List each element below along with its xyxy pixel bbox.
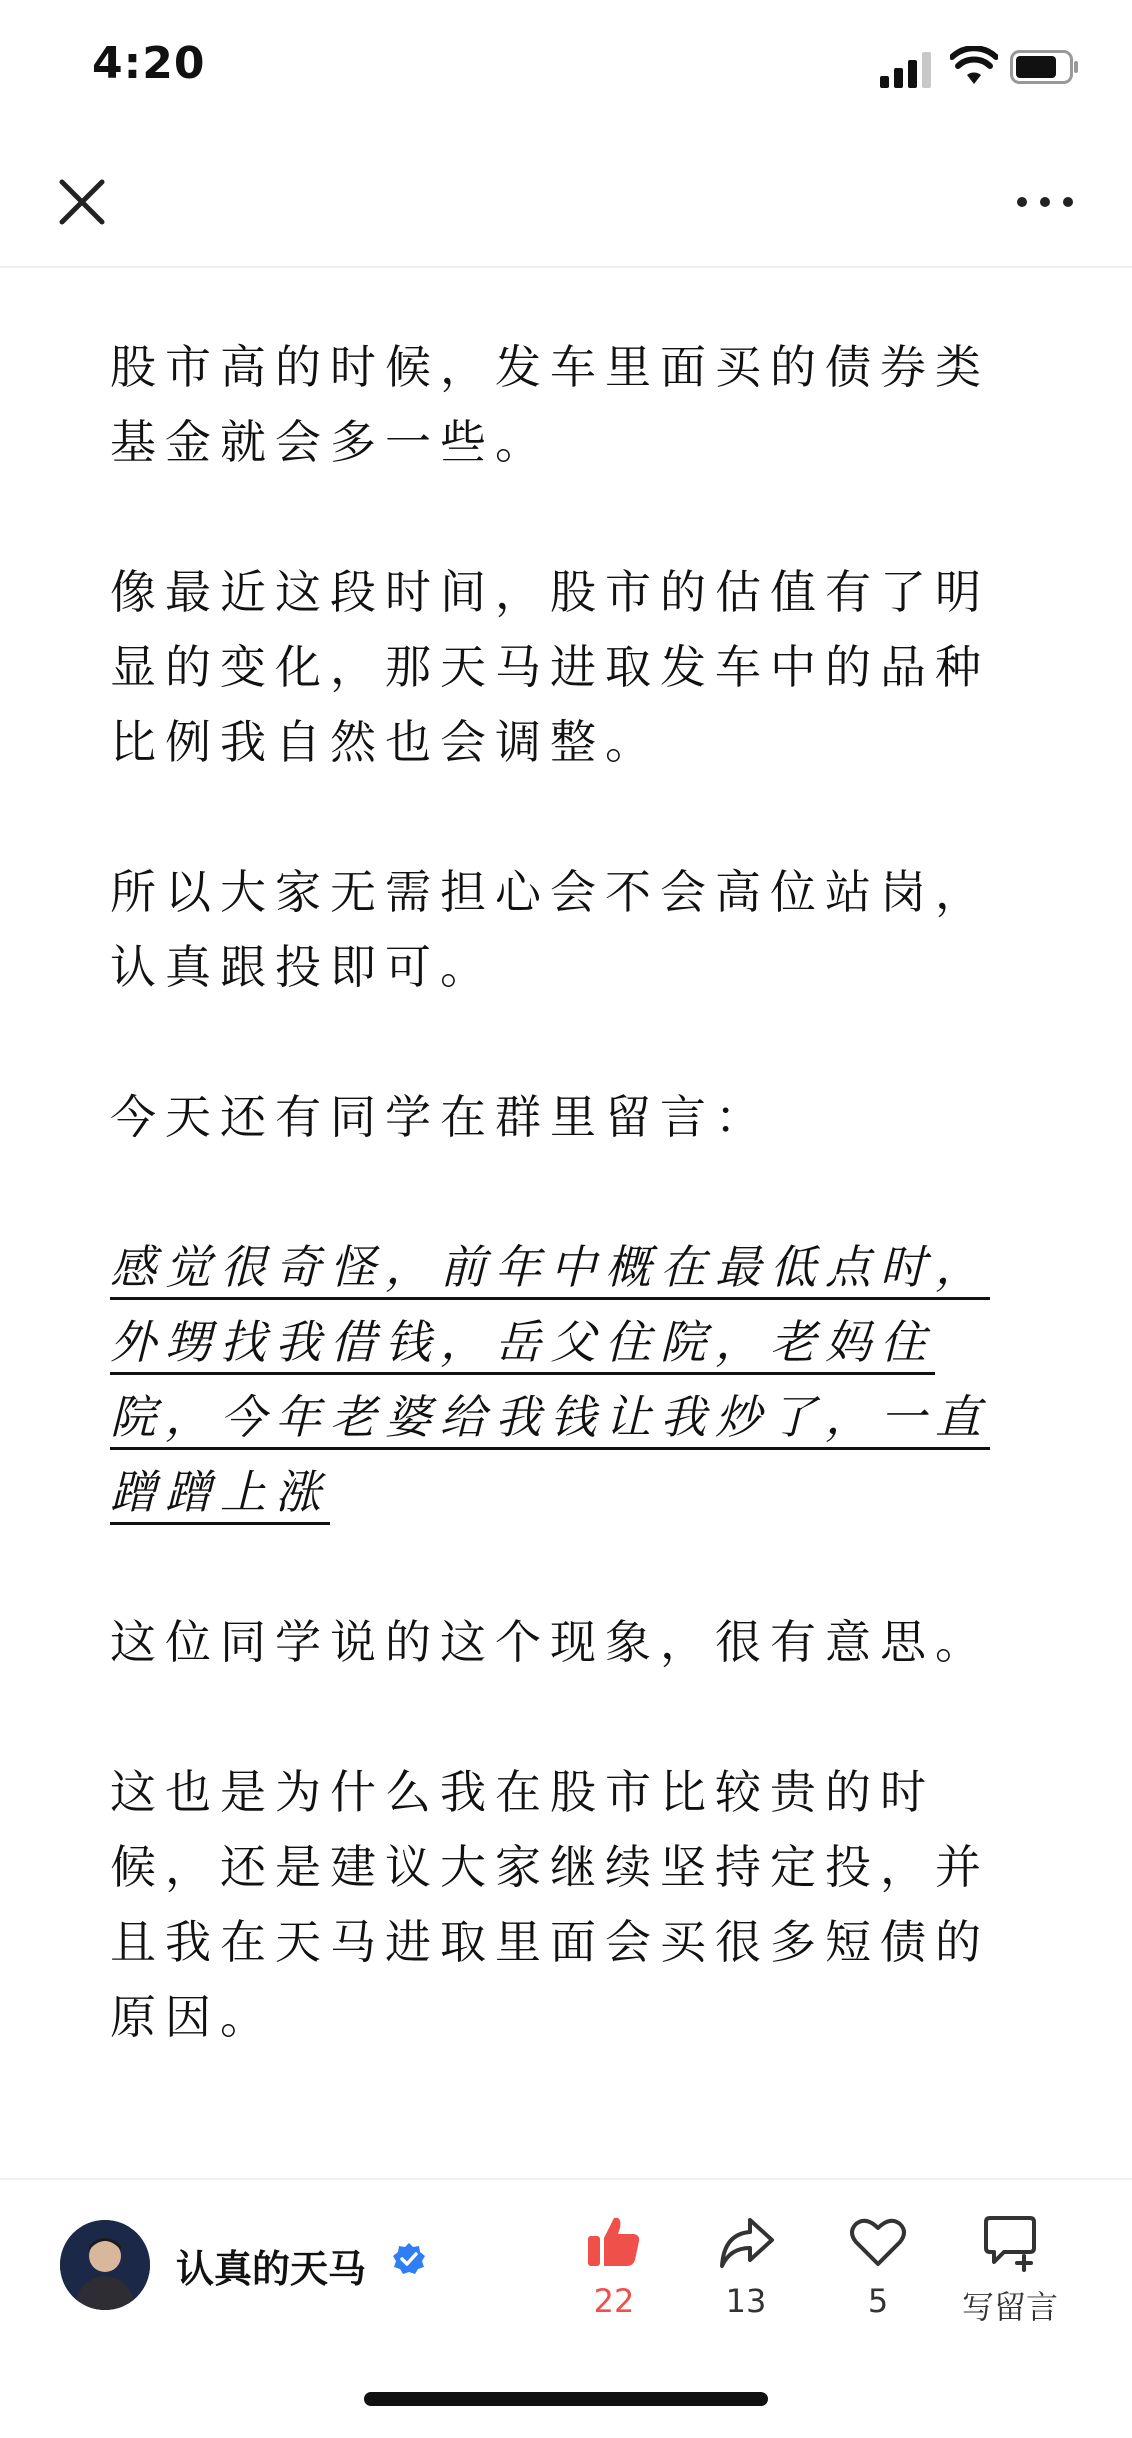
author-avatar[interactable] xyxy=(60,2220,150,2310)
status-time: 4:20 xyxy=(92,38,206,89)
author-name[interactable]: 认真的天马 xyxy=(176,2247,367,2291)
article-paragraph: 股市高的时候，发车里面买的债券类基金就会多一些。 xyxy=(110,340,990,469)
like-button[interactable] xyxy=(554,2210,674,2320)
wifi-icon xyxy=(950,46,998,86)
signal-icon xyxy=(880,52,934,88)
share-count: 13 xyxy=(725,2282,767,2320)
favorite-button[interactable] xyxy=(818,2210,938,2320)
like-icon xyxy=(582,2210,646,2274)
article-paragraph: 今天还有同学在群里留言： xyxy=(110,1090,770,1144)
close-icon[interactable] xyxy=(52,172,112,232)
write-comment-label: 写留言 xyxy=(961,2288,1058,2326)
home-indicator xyxy=(364,2392,768,2406)
favorite-count: 5 xyxy=(867,2282,889,2320)
share-button[interactable] xyxy=(686,2210,806,2320)
heart-icon xyxy=(846,2210,910,2274)
article-body xyxy=(110,330,1030,2130)
quote-line: 外甥找我借钱，岳父住院，老妈住 xyxy=(110,1315,935,1369)
article-paragraph: 所以大家无需担心会不会高位站岗，认真跟投即可。 xyxy=(110,865,990,994)
quote-line: 蹭蹭上涨 xyxy=(110,1465,330,1519)
verified-icon xyxy=(392,2242,426,2276)
article-paragraph: 这也是为什么我在股市比较贵的时候，还是建议大家继续坚持定投，并且我在天马进取里面会买很多短债的原因。 xyxy=(110,1765,990,2044)
share-icon xyxy=(714,2210,778,2274)
more-icon[interactable] xyxy=(1010,180,1080,224)
quoted-message xyxy=(110,1230,1030,1530)
status-bar xyxy=(0,0,1132,140)
quote-line: 院，今年老婆给我钱让我炒了，一直 xyxy=(110,1390,990,1444)
write-comment-button[interactable] xyxy=(950,2210,1070,2328)
battery-icon xyxy=(1010,50,1080,84)
comment-icon xyxy=(978,2210,1042,2274)
article-paragraph: 这位同学说的这个现象，很有意思。 xyxy=(110,1615,990,1669)
like-count: 22 xyxy=(593,2282,635,2320)
nav-bar xyxy=(0,140,1132,268)
quote-line: 感觉很奇怪，前年中概在最低点时， xyxy=(110,1240,990,1294)
article-paragraph: 像最近这段时间，股市的估值有了明显的变化，那天马进取发车中的品种比例我自然也会调整。 xyxy=(110,565,990,769)
